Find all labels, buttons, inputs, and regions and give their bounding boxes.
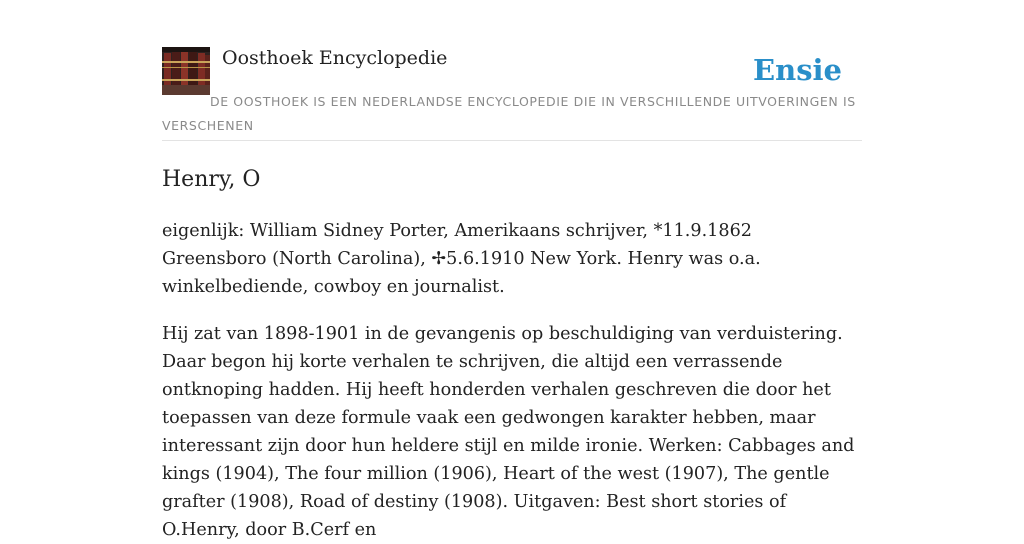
article [162,165,862,544]
article-paragraph: eigenlijk: William Sidney Porter, Amerikaans schrijver, *11.9.1862 Greensboro (North Carolina), ✢5.6.1910 New York. Henry was o.a. winkelbediende, cowboy en journalist. [162,221,761,297]
article-title: Henry, O [162,167,261,192]
brand-logo[interactable]: Ensie [753,53,842,87]
content-container [162,46,862,544]
site-name-link[interactable]: Oosthoek Encyclopedie [222,47,448,69]
article-paragraph: Hij zat van 1898-1901 in de gevangenis op beschuldiging van verduistering. Daar begon hij korte verhalen te schrijven, die altijd een verrassende ontknoping hadden. Hij heeft honderden verhalen geschreven die door het toepassen van deze formule vaak een gedwongen karakter hebben, maar interessant zijn door hun heldere stijl en milde ironie. Werken: Cabbages and kings (1904), The four million (1906), Heart of the west (1907), The gentle grafter (1908), Road of destiny (1908). Uitgaven: Best short stories of O.Henry, door B.Cerf en [162,324,855,540]
site-tagline: DE OOSTHOEK IS EEN NEDERLANDSE ENCYCLOPEDIE DIE IN VERSCHILLENDE UITVOERINGEN IS VERSCHENEN [162,94,856,133]
site-header [162,46,862,141]
encyclopedia-books-icon[interactable] [162,47,210,95]
